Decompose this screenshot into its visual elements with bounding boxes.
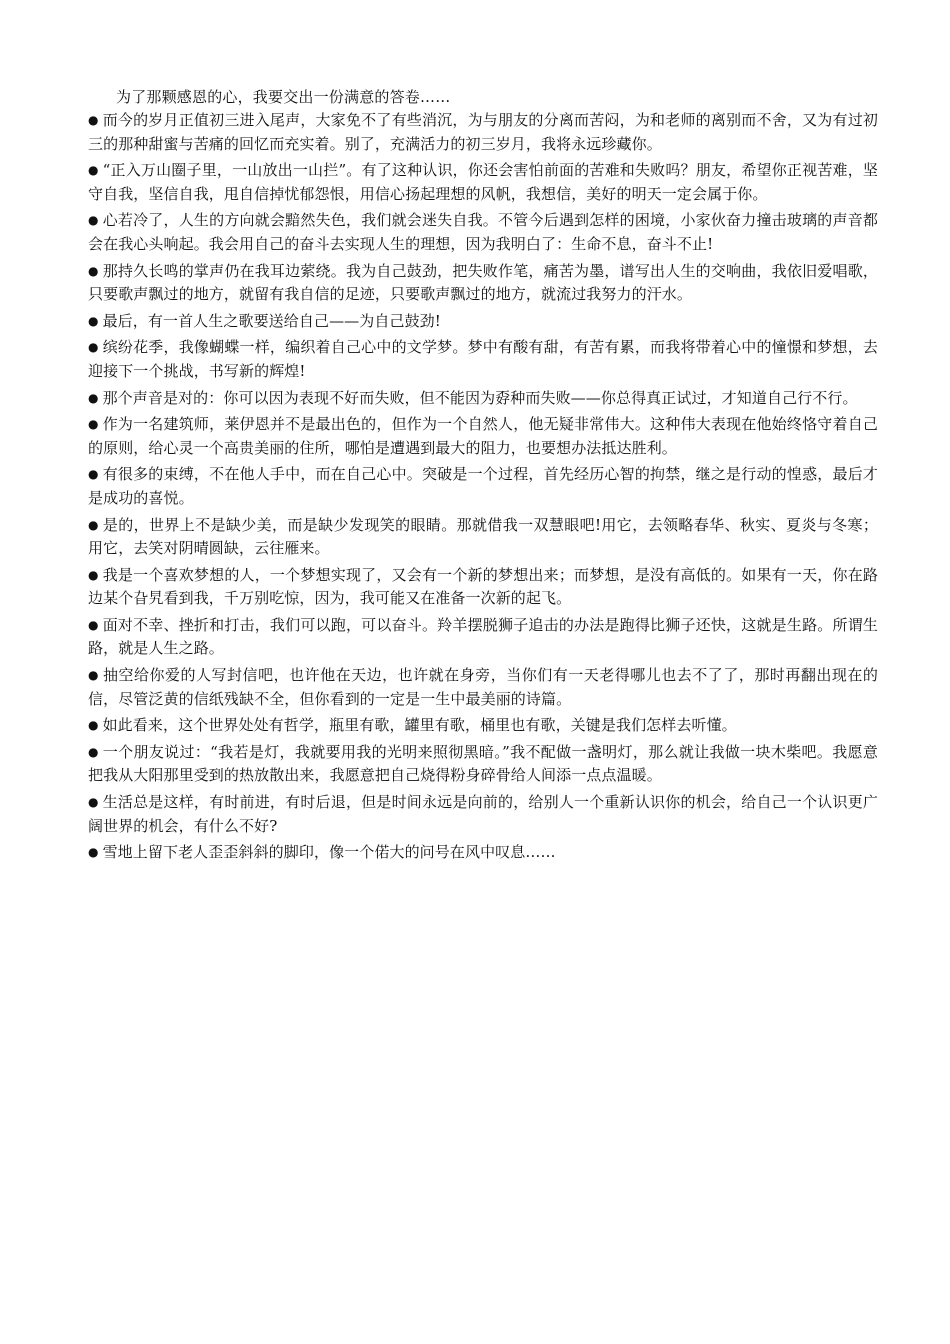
list-item-text: 抽空给你爱的人写封信吧，也许他在天边，也许就在身旁，当你们有一天老得哪儿也去不了了，那时再翻出现在的信，尽管泛黄的信纸残缺不全，但你看到的一定是一生中最美丽的诗篇。 [88,666,878,708]
list-item [88,564,878,611]
list-item-text: 作为一名建筑师，莱伊恩并不是最出色的，但作为一个自然人，他无疑非常伟大。这种伟大表现在他始终恪守着自己的原则，给心灵一个高贵美丽的住所，哪怕是遭遇到最大的阻力，也要想办法抵达胜利。 [88,415,879,457]
list-item [88,714,878,738]
list-item-text: 雪地上留下老人歪歪斜斜的脚印，像一个偌大的问号在风中叹息…… [102,843,556,862]
list-item-text: 而今的岁月正值初三进入尾声，大家免不了有些消沉，为与朋友的分离而苦闷，为和老师的离别而不舍，又为有过初三的那种甜蜜与苦痛的回忆而充实着。别了，充满活力的初三岁月，我将永远珍藏你。 [88,111,879,153]
list-item-text: 缤纷花季，我像蝴蝶一样，编织着自己心中的文学梦。梦中有酸有甜，有苦有累，而我将带着心中的憧憬和梦想，去迎接下一个挑战，书写新的辉煌! [88,338,879,380]
bullet-dot-icon: ● [88,163,99,178]
list-item-text: “正入万山圈子里，一山放出一山拦”。有了这种认识，你还会害怕前面的苦难和失败吗？朋友，希望你正视苦难，坚守自我，坚信自我，甩自信掉忧郁怨恨，用信心扬起理想的风帆，我想信，美好的明天一定会属于你。 [88,161,878,203]
list-item [88,109,878,156]
bullet-dot-icon: ● [88,340,99,355]
list-item [88,209,878,256]
bullet-dot-icon: ● [88,213,99,228]
list-item-text: 那持久长鸣的掌声仍在我耳边萦绕。我为自己鼓劲，把失败作笔，痛苦为墨，谱写出人生的交响曲，我依旧爱唱歌，只要歌声飘过的地方，就留有我自信的足迹，只要歌声飘过的地方，就流过我努力的汗水。 [88,261,879,304]
list-item-text: 那个声音是对的：你可以因为表现不好而失败，但不能因为孬种而失败——你总得真正试过，才知道自己行不行。 [102,388,858,407]
list-item [88,413,878,460]
bullet-list [88,109,878,865]
bullet-dot-icon: ● [88,668,99,683]
bullet-dot-icon: ● [88,467,99,482]
list-item [88,463,878,510]
list-item [88,664,878,711]
bullet-dot-icon: ● [88,617,99,632]
list-item-text: 生活总是这样，有时前进，有时后退，但是时间永远是向前的，给别人一个重新认识你的机会，给自己一个认识更广阔世界的机会，有什么不好? [88,793,879,835]
list-item [88,841,878,865]
list-item-text: 我是一个喜欢梦想的人，一个梦想实现了，又会有一个新的梦想出来；而梦想，是没有高低的。如果有一天，你在路边某个旮旯看到我，千万别吃惊，因为，我可能又在准备一次新的起飞。 [88,565,879,608]
list-item-text: 一个朋友说过：“我若是灯，我就要用我的光明来照彻黑暗。”我不配做一盏明灯，那么就让我做一块木柴吧。我愿意把我从大阳那里受到的热放散出来，我愿意把自己烧得粉身碎骨给人间添一点点温暖。 [88,742,878,785]
list-item [88,159,878,206]
list-item-text: 最后，有一首人生之歌要送给自己——为自己鼓劲! [102,311,441,330]
bullet-dot-icon: ● [88,845,99,860]
intro-paragraph: 为了那颗感恩的心，我要交出一份满意的答卷…… [116,88,451,106]
list-item [88,741,878,788]
bullet-dot-icon: ● [88,313,99,328]
list-item-text: 心若冷了，人生的方向就会黯然失色，我们就会迷失自我。不管今后遇到怎样的困境，小家伙奋力撞击玻璃的声音都会在我心头响起。我会用自己的奋斗去实现人生的理想，因为我明白了：生命不息，奋斗不止! [88,211,879,253]
bullet-dot-icon: ● [88,567,99,582]
bullet-dot-icon: ● [88,718,99,733]
bullet-dot-icon: ● [88,113,99,127]
bullet-dot-icon: ● [88,744,99,759]
list-item [88,260,878,307]
list-item-text: 有很多的束缚，不在他人手中，而在自己心中。突破是一个过程，首先经历心智的拘禁，继之是行动的惶惑，最后才是成功的喜悦。 [88,465,879,507]
bullet-dot-icon: ● [88,795,99,810]
list-item-text: 是的，世界上不是缺少美，而是缺少发现笑的眼睛。那就借我一双慧眼吧!用它，去领略春华、秋实、夏炎与冬寒；用它，去笑对阴晴圆缺，云往雁来。 [88,515,878,558]
list-item [88,514,878,561]
bullet-dot-icon: ● [88,263,99,278]
bullet-dot-icon: ● [88,517,99,532]
list-item-text: 如此看来，这个世界处处有哲学，瓶里有歌，罐里有歌，桶里也有歌，关键是我们怎样去听懂。 [102,716,737,735]
list-item [88,336,878,383]
bullet-dot-icon: ● [88,417,99,432]
list-item [88,387,878,411]
list-item [88,614,878,661]
bullet-dot-icon: ● [88,390,99,405]
list-item-text: 面对不幸、挫折和打击，我们可以跑，可以奋斗。羚羊摆脱狮子追击的办法是跑得比狮子还快，这就是生路。所谓生路，就是人生之路。 [88,615,879,658]
list-item [88,791,878,838]
document-body [88,86,878,868]
list-item [88,310,878,334]
